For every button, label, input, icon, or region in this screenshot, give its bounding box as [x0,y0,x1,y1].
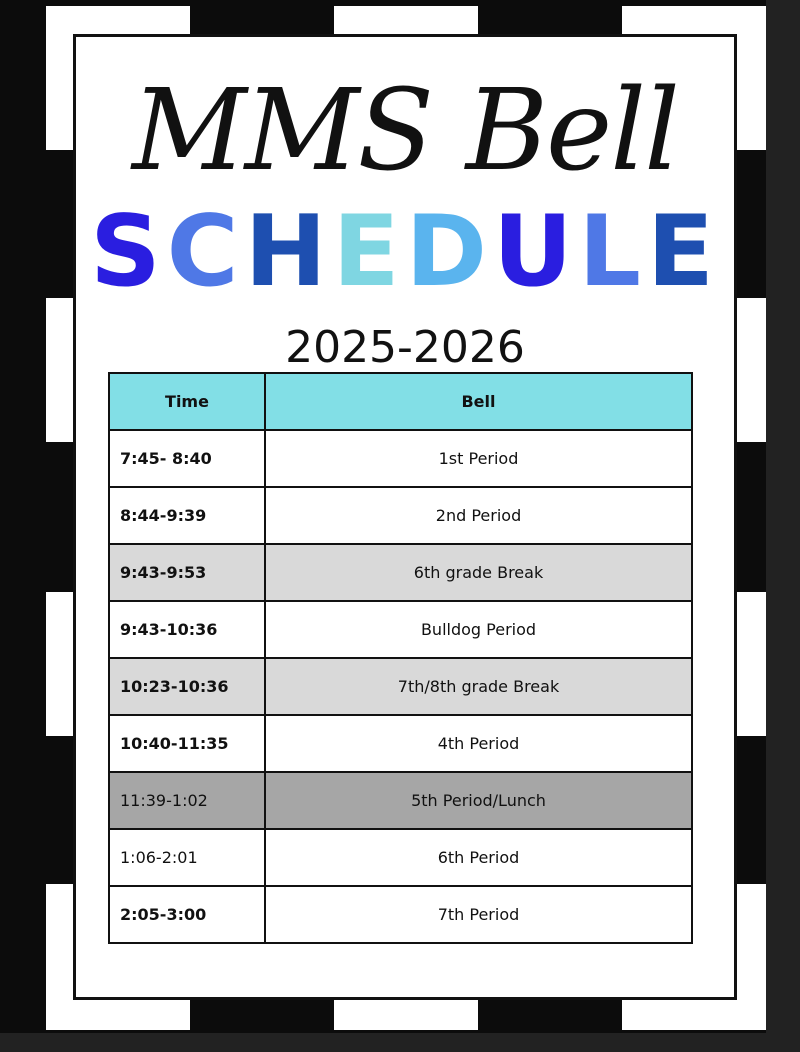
border-stripe [46,592,76,736]
border-stripe [46,298,76,442]
table-row [109,601,692,658]
time-column-header: Time [109,373,265,430]
time-cell: 9:43-10:36 [109,601,265,658]
time-cell: 8:44-9:39 [109,487,265,544]
bell-cell: 1st Period [265,430,692,487]
bell-cell: Bulldog Period [265,601,692,658]
bell-cell: 7th/8th grade Break [265,658,692,715]
border-stripe [736,592,766,736]
schedule-letter: D [405,195,493,309]
school-year: 2025-2026 [285,322,525,373]
schedule-letter: H [244,195,333,309]
bell-cell: 7th Period [265,886,692,943]
schedule-heading [76,197,734,307]
table-row [109,658,692,715]
schedule-letter: E [332,195,406,309]
border-stripe [736,298,766,442]
schedule-letter: U [492,195,579,309]
time-cell: 10:23-10:36 [109,658,265,715]
bell-schedule-table [108,372,693,944]
border-stripe [46,884,76,1030]
bell-cell: 2nd Period [265,487,692,544]
bell-cell: 6th Period [265,829,692,886]
table-header-row [109,373,692,430]
bell-column-header: Bell [265,373,692,430]
table-row [109,487,692,544]
table-row [109,886,692,943]
table-row [109,430,692,487]
schedule-card [73,34,737,1000]
table-row [109,829,692,886]
schedule-letter: L [578,195,647,309]
time-cell: 7:45- 8:40 [109,430,265,487]
table-row [109,772,692,829]
bell-cell: 5th Period/Lunch [265,772,692,829]
border-stripe [736,884,766,1030]
page-title: MMS Bell [132,66,678,196]
table-body [109,430,692,943]
schedule-letter: S [90,195,167,309]
table-row [109,544,692,601]
schedule-letter: E [646,195,720,309]
time-cell: 11:39-1:02 [109,772,265,829]
bell-cell: 4th Period [265,715,692,772]
border-stripe [46,6,76,150]
table-row [109,715,692,772]
bell-cell: 6th grade Break [265,544,692,601]
time-cell: 9:43-9:53 [109,544,265,601]
schedule-letter: C [166,195,245,309]
time-cell: 1:06-2:01 [109,829,265,886]
border-stripe [736,6,766,150]
time-cell: 10:40-11:35 [109,715,265,772]
time-cell: 2:05-3:00 [109,886,265,943]
